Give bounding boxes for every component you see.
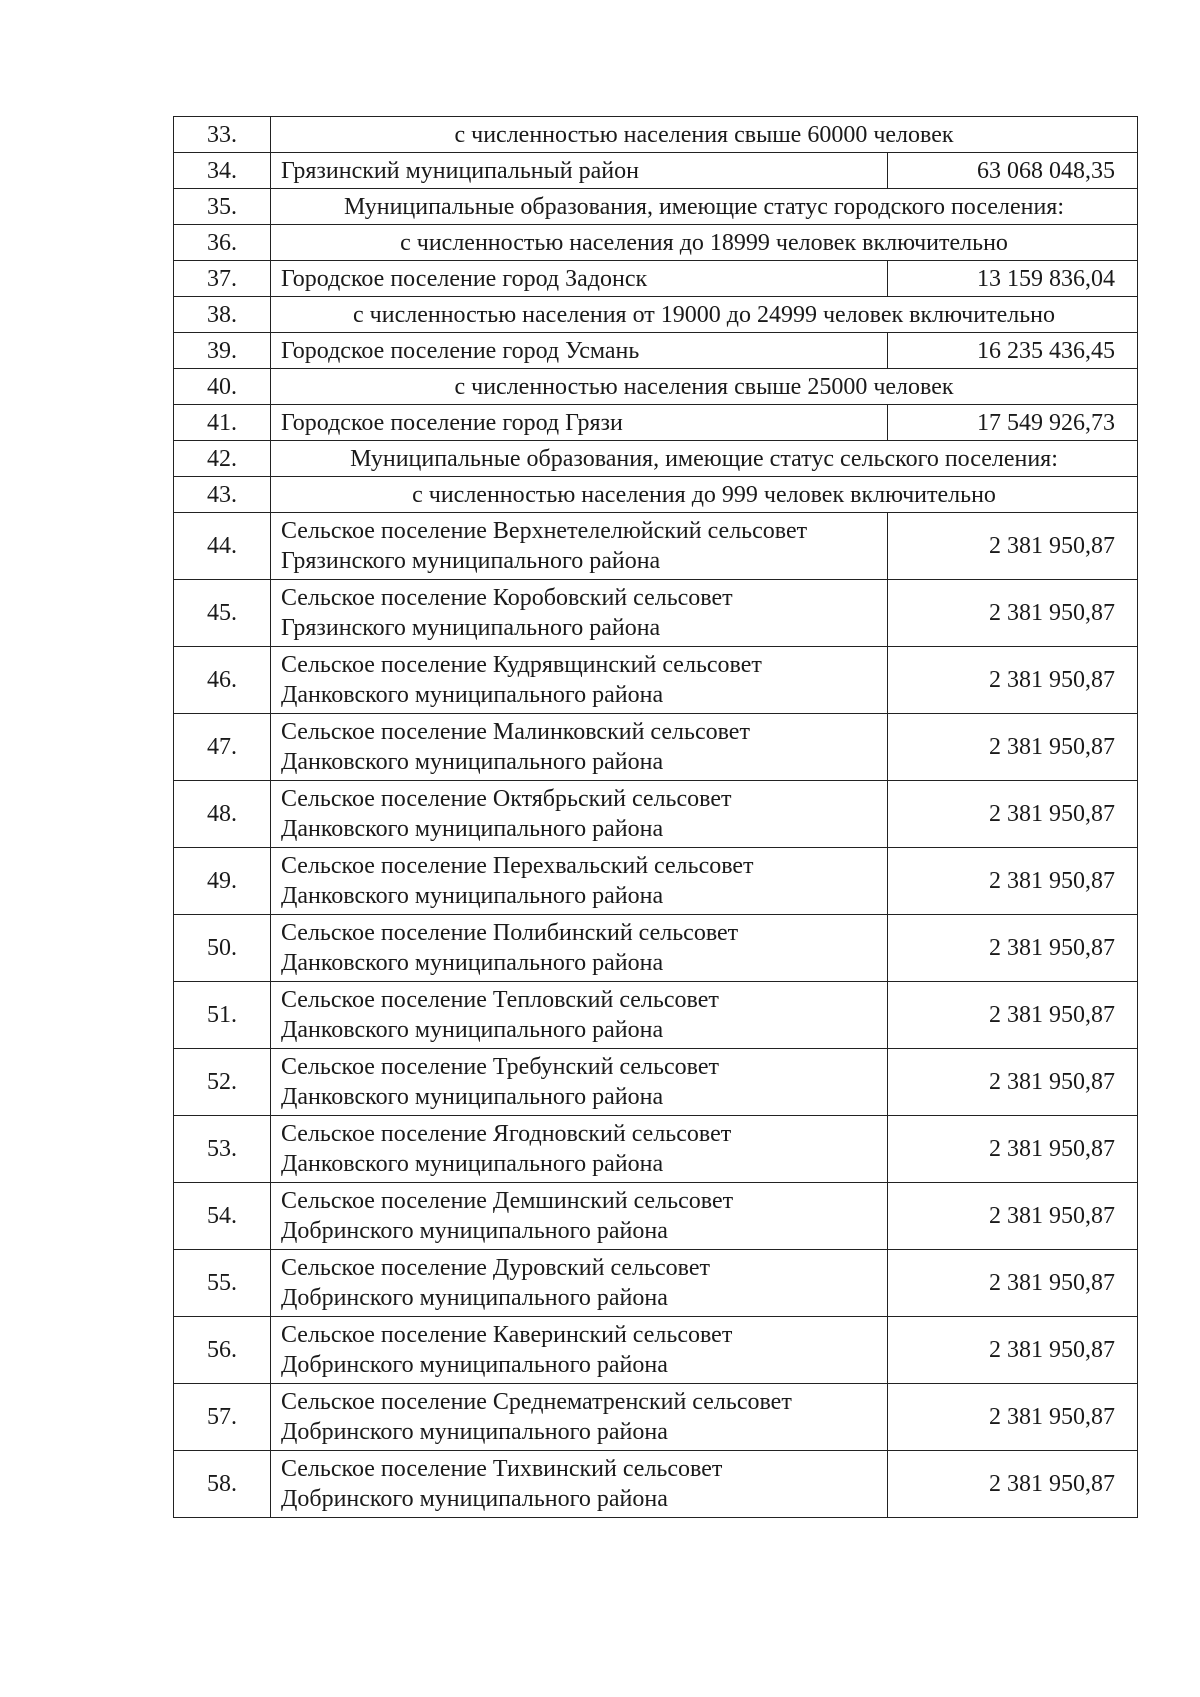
municipality-name-line: Сельское поселение Каверинский сельсовет xyxy=(281,1322,733,1348)
row-number: 54. xyxy=(174,1183,271,1250)
row-number: 38. xyxy=(174,297,271,333)
row-number: 36. xyxy=(174,225,271,261)
amount-value: 2 381 950,87 xyxy=(888,1116,1138,1183)
amount-value: 2 381 950,87 xyxy=(888,1183,1138,1250)
amount-value: 2 381 950,87 xyxy=(888,1250,1138,1317)
table-row xyxy=(174,405,1138,441)
municipality-name xyxy=(271,580,888,647)
row-number: 55. xyxy=(174,1250,271,1317)
amount-value: 2 381 950,87 xyxy=(888,1317,1138,1384)
section-row xyxy=(174,225,1138,261)
section-heading: Муниципальные образования, имеющие статус городского поселения: xyxy=(271,189,1138,225)
amount-value: 2 381 950,87 xyxy=(888,580,1138,647)
municipality-name-line: Сельское поселение Тихвинский сельсовет xyxy=(281,1456,723,1482)
row-number: 49. xyxy=(174,848,271,915)
section-heading: с численностью населения до 999 человек включительно xyxy=(271,477,1138,513)
table-row xyxy=(174,915,1138,982)
municipality-name-line: Грязинский муниципальный район xyxy=(281,157,639,184)
municipality-name-line: Добринского муниципального района xyxy=(281,1352,668,1378)
section-row xyxy=(174,369,1138,405)
row-number: 33. xyxy=(174,117,271,153)
section-row xyxy=(174,441,1138,477)
table-row xyxy=(174,714,1138,781)
municipality-name xyxy=(271,848,888,915)
municipality-name-line: Данковского муниципального района xyxy=(281,950,664,976)
municipality-name xyxy=(271,1317,888,1384)
amount-value: 17 549 926,73 xyxy=(888,405,1138,441)
table-row xyxy=(174,1384,1138,1451)
row-number: 43. xyxy=(174,477,271,513)
amount-value: 2 381 950,87 xyxy=(888,982,1138,1049)
amount-value: 63 068 048,35 xyxy=(888,153,1138,189)
municipality-name-line: Городское поселение город Грязи xyxy=(281,409,623,436)
table-body xyxy=(174,117,1138,1518)
row-number: 50. xyxy=(174,915,271,982)
table-row xyxy=(174,1250,1138,1317)
municipality-name-line: Данковского муниципального района xyxy=(281,1084,664,1110)
row-number: 35. xyxy=(174,189,271,225)
table-row xyxy=(174,1116,1138,1183)
municipality-name-line: Сельское поселение Кудрявщинский сельсовет xyxy=(281,652,762,678)
municipality-name xyxy=(271,1183,888,1250)
amount-value: 2 381 950,87 xyxy=(888,714,1138,781)
municipality-name xyxy=(271,1451,888,1518)
amount-value: 2 381 950,87 xyxy=(888,915,1138,982)
municipality-name-line: Сельское поселение Тепловский сельсовет xyxy=(281,987,719,1013)
table-row xyxy=(174,982,1138,1049)
row-number: 47. xyxy=(174,714,271,781)
section-row xyxy=(174,189,1138,225)
municipality-name xyxy=(271,1049,888,1116)
municipality-name-line: Добринского муниципального района xyxy=(281,1419,668,1445)
row-number: 39. xyxy=(174,333,271,369)
municipality-name xyxy=(271,982,888,1049)
amount-value: 2 381 950,87 xyxy=(888,848,1138,915)
table-row xyxy=(174,647,1138,714)
municipality-name-line: Сельское поселение Ягодновский сельсовет xyxy=(281,1121,732,1147)
row-number: 40. xyxy=(174,369,271,405)
municipality-name xyxy=(271,261,888,297)
row-number: 34. xyxy=(174,153,271,189)
municipality-name-line: Грязинского муниципального района xyxy=(281,615,661,641)
row-number: 41. xyxy=(174,405,271,441)
municipality-name-line: Данковского муниципального района xyxy=(281,682,664,708)
municipality-name xyxy=(271,781,888,848)
allocation-table xyxy=(173,116,1138,1518)
section-row xyxy=(174,117,1138,153)
municipality-name-line: Данковского муниципального района xyxy=(281,749,664,775)
table-row xyxy=(174,1049,1138,1116)
amount-value: 2 381 950,87 xyxy=(888,513,1138,580)
municipality-name xyxy=(271,714,888,781)
table-row xyxy=(174,261,1138,297)
row-number: 53. xyxy=(174,1116,271,1183)
municipality-name-line: Сельское поселение Коробовский сельсовет xyxy=(281,585,733,611)
municipality-name-line: Сельское поселение Перехвальский сельсовет xyxy=(281,853,754,879)
section-row xyxy=(174,297,1138,333)
municipality-name xyxy=(271,1384,888,1451)
municipality-name-line: Сельское поселение Верхнетелелюйский сельсовет xyxy=(281,518,808,544)
table-row xyxy=(174,513,1138,580)
municipality-name xyxy=(271,333,888,369)
amount-value: 2 381 950,87 xyxy=(888,1451,1138,1518)
table-row xyxy=(174,1317,1138,1384)
municipality-name-line: Данковского муниципального района xyxy=(281,1151,664,1177)
table-row xyxy=(174,1183,1138,1250)
section-heading: с численностью населения свыше 60000 человек xyxy=(271,117,1138,153)
municipality-name-line: Сельское поселение Малинковский сельсовет xyxy=(281,719,750,745)
amount-value: 13 159 836,04 xyxy=(888,261,1138,297)
municipality-name-line: Грязинского муниципального района xyxy=(281,548,661,574)
table-row xyxy=(174,580,1138,647)
municipality-name xyxy=(271,1116,888,1183)
municipality-name-line: Добринского муниципального района xyxy=(281,1285,668,1311)
municipality-name-line: Сельское поселение Среднематренский сельсовет xyxy=(281,1389,792,1415)
section-heading: с численностью населения до 18999 человек включительно xyxy=(271,225,1138,261)
municipality-name xyxy=(271,1250,888,1317)
municipality-name xyxy=(271,647,888,714)
municipality-name-line: Данковского муниципального района xyxy=(281,816,664,842)
municipality-name-line: Сельское поселение Демшинский сельсовет xyxy=(281,1188,734,1214)
municipality-name xyxy=(271,915,888,982)
row-number: 51. xyxy=(174,982,271,1049)
table-row xyxy=(174,1451,1138,1518)
row-number: 52. xyxy=(174,1049,271,1116)
municipality-name-line: Городское поселение город Задонск xyxy=(281,265,648,292)
row-number: 44. xyxy=(174,513,271,580)
municipality-name xyxy=(271,405,888,441)
amount-value: 2 381 950,87 xyxy=(888,1384,1138,1451)
row-number: 56. xyxy=(174,1317,271,1384)
row-number: 57. xyxy=(174,1384,271,1451)
table-row xyxy=(174,333,1138,369)
municipality-name-line: Данковского муниципального района xyxy=(281,1017,664,1043)
row-number: 58. xyxy=(174,1451,271,1518)
municipality-name-line: Сельское поселение Требунский сельсовет xyxy=(281,1054,719,1080)
municipality-name-line: Городское поселение город Усмань xyxy=(281,337,640,364)
section-heading: с численностью населения свыше 25000 человек xyxy=(271,369,1138,405)
municipality-name xyxy=(271,513,888,580)
section-heading: Муниципальные образования, имеющие статус сельского поселения: xyxy=(271,441,1138,477)
municipality-name-line: Сельское поселение Полибинский сельсовет xyxy=(281,920,739,946)
section-row xyxy=(174,477,1138,513)
amount-value: 16 235 436,45 xyxy=(888,333,1138,369)
amount-value: 2 381 950,87 xyxy=(888,647,1138,714)
municipality-name xyxy=(271,153,888,189)
amount-value: 2 381 950,87 xyxy=(888,781,1138,848)
municipality-name-line: Сельское поселение Дуровский сельсовет xyxy=(281,1255,710,1281)
row-number: 42. xyxy=(174,441,271,477)
municipality-name-line: Данковского муниципального района xyxy=(281,883,664,909)
municipality-name-line: Добринского муниципального района xyxy=(281,1486,668,1512)
amount-value: 2 381 950,87 xyxy=(888,1049,1138,1116)
table-row xyxy=(174,848,1138,915)
table-row xyxy=(174,781,1138,848)
table-row xyxy=(174,153,1138,189)
row-number: 46. xyxy=(174,647,271,714)
row-number: 37. xyxy=(174,261,271,297)
municipality-name-line: Добринского муниципального района xyxy=(281,1218,668,1244)
municipality-name-line: Сельское поселение Октябрьский сельсовет xyxy=(281,786,732,812)
row-number: 45. xyxy=(174,580,271,647)
section-heading: с численностью населения от 19000 до 24999 человек включительно xyxy=(271,297,1138,333)
row-number: 48. xyxy=(174,781,271,848)
